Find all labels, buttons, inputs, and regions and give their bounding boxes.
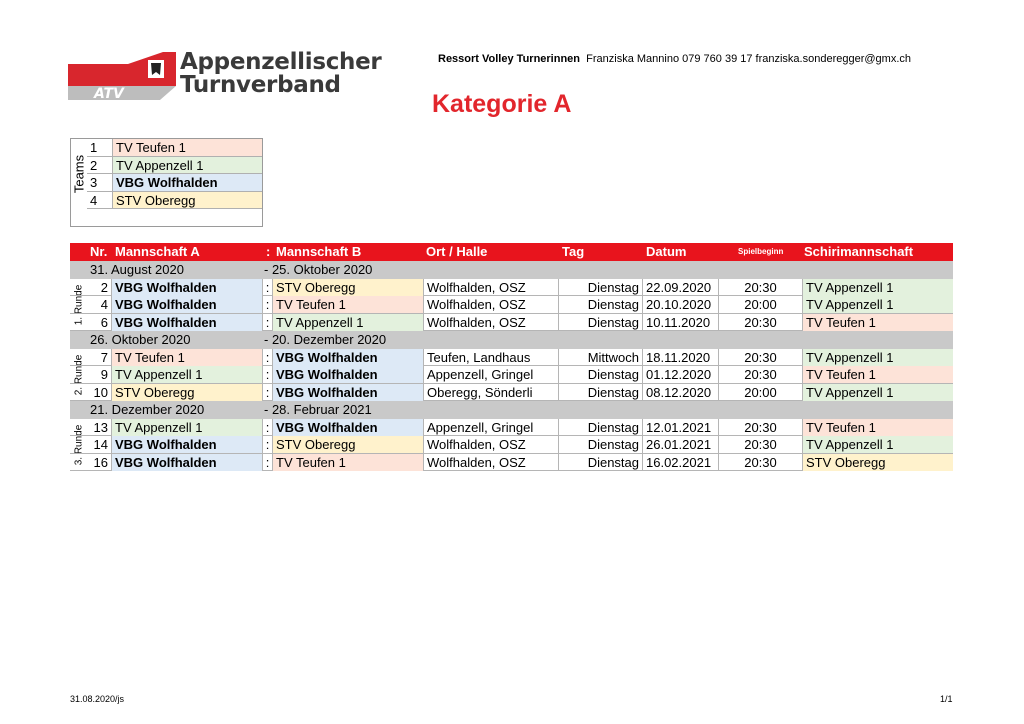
period-row [70, 261, 953, 279]
table-header [70, 243, 953, 261]
period-start: 26. Oktober 2020 [90, 332, 191, 347]
cell-datum: 26.01.2021 [642, 436, 718, 453]
cell-colon: : [262, 419, 272, 436]
period-end: - 25. Oktober 2020 [264, 262, 373, 277]
cell-schiri: TV Appenzell 1 [802, 384, 953, 401]
cell-ort: Wolfhalden, OSZ [423, 279, 558, 296]
cell-zeit: 20:30 [718, 454, 802, 471]
cell-schiri: TV Teufen 1 [802, 419, 953, 436]
cell-tag: Dienstag [558, 419, 642, 436]
game-row [70, 279, 953, 297]
header-datum: Datum [646, 244, 687, 259]
round-label: 1. Runde [73, 284, 84, 326]
period-row [70, 331, 953, 349]
cell-ort: Wolfhalden, OSZ [423, 296, 558, 313]
cell-colon: : [262, 366, 272, 383]
header-team-b: Mannschaft B [276, 244, 362, 259]
team-row [87, 139, 262, 157]
game-row [70, 349, 953, 367]
cell-a: TV Teufen 1 [111, 349, 262, 366]
cell-nr: 6 [100, 314, 108, 330]
team-name: TV Teufen 1 [113, 139, 262, 156]
header-schiri: Schirimannschaft [804, 244, 914, 259]
cell-a: TV Appenzell 1 [111, 366, 262, 383]
cell-b: STV Oberegg [272, 279, 423, 296]
cell-a: TV Appenzell 1 [111, 419, 262, 436]
cell-colon: : [262, 279, 272, 296]
cell-ort: Wolfhalden, OSZ [423, 314, 558, 331]
header-ort: Ort / Halle [426, 244, 488, 259]
cell-datum: 10.11.2020 [642, 314, 718, 331]
footer-page: 1/1 [940, 694, 953, 704]
cell-datum: 12.01.2021 [642, 419, 718, 436]
cell-tag: Dienstag [558, 384, 642, 401]
teams-box [70, 138, 263, 227]
period-end: - 28. Februar 2021 [264, 402, 372, 417]
footer-date: 31.08.2020/js [70, 694, 125, 704]
cell-tag: Dienstag [558, 314, 642, 331]
cell-b: STV Oberegg [272, 436, 423, 453]
game-row [70, 419, 953, 437]
team-name: TV Appenzell 1 [113, 157, 262, 174]
logo-line-2: Turnverband [180, 72, 341, 98]
game-row [70, 366, 953, 384]
cell-a: VBG Wolfhalden [111, 296, 262, 313]
game-row [70, 436, 953, 454]
cell-schiri: TV Teufen 1 [802, 366, 953, 383]
period-row [70, 401, 953, 419]
cell-b: TV Teufen 1 [272, 454, 423, 471]
cell-nr: 9 [100, 367, 108, 382]
game-row [70, 454, 953, 472]
game-row [70, 296, 953, 314]
cell-b: TV Teufen 1 [272, 296, 423, 313]
teams-label: Teams [71, 154, 87, 194]
cell-a: VBG Wolfhalden [111, 314, 262, 331]
cell-datum: 08.12.2020 [642, 384, 718, 401]
cell-ort: Wolfhalden, OSZ [423, 436, 558, 453]
cell-ort: Wolfhalden, OSZ [423, 454, 558, 471]
cell-b: VBG Wolfhalden [272, 419, 423, 436]
period-start: 31. August 2020 [90, 262, 184, 277]
team-row [87, 174, 262, 192]
period-end: - 20. Dezember 2020 [264, 332, 387, 347]
cell-nr: 10 [93, 384, 108, 400]
cell-nr: 16 [93, 454, 108, 470]
cell-a: STV Oberegg [111, 384, 262, 401]
round-label: 3. Runde [73, 424, 84, 466]
cell-schiri: TV Appenzell 1 [802, 279, 953, 296]
cell-schiri: TV Appenzell 1 [802, 436, 953, 453]
cell-colon: : [262, 454, 272, 471]
cell-b: TV Appenzell 1 [272, 314, 423, 331]
cell-datum: 01.12.2020 [642, 366, 718, 383]
header-colon: : [266, 244, 271, 259]
header-tag: Tag [562, 243, 642, 262]
team-row [87, 157, 262, 175]
cell-a: VBG Wolfhalden [111, 279, 262, 296]
cell-ort: Appenzell, Gringel [423, 419, 558, 436]
cell-tag: Dienstag [558, 366, 642, 383]
cell-colon: : [262, 296, 272, 313]
cell-datum: 18.11.2020 [642, 349, 718, 366]
cell-tag: Dienstag [558, 296, 642, 313]
cell-colon: : [262, 436, 272, 453]
cell-datum: 16.02.2021 [642, 454, 718, 471]
svg-text:ATV: ATV [94, 86, 124, 102]
cell-colon: : [262, 384, 272, 401]
cell-ort: Appenzell, Gringel [423, 366, 558, 383]
team-row-empty [87, 209, 262, 227]
cell-tag: Dienstag [558, 454, 642, 471]
round-label: 2. Runde [73, 354, 84, 396]
cell-zeit: 20:30 [718, 349, 802, 366]
header-team-a: Mannschaft A [115, 244, 200, 259]
cell-nr: 14 [93, 437, 108, 452]
contact-line [438, 53, 911, 65]
cell-tag: Dienstag [558, 436, 642, 453]
cell-schiri: TV Teufen 1 [802, 314, 953, 331]
cell-zeit: 20:30 [718, 314, 802, 331]
team-row [87, 192, 262, 210]
game-row [70, 314, 953, 332]
atv-logo-mark [68, 52, 178, 104]
cell-zeit: 20:30 [718, 436, 802, 453]
cell-schiri: TV Appenzell 1 [802, 349, 953, 366]
team-name: STV Oberegg [113, 192, 262, 209]
ressort-name: Ressort Volley Turnerinnen [438, 53, 581, 65]
team-number: 2 [87, 157, 113, 174]
cell-schiri: STV Oberegg [802, 454, 953, 471]
cell-zeit: 20:00 [718, 384, 802, 401]
team-number: 3 [87, 174, 113, 191]
game-row [70, 384, 953, 402]
page-title: Kategorie A [432, 90, 572, 118]
cell-a: VBG Wolfhalden [111, 436, 262, 453]
cell-tag: Dienstag [558, 279, 642, 296]
logo-wordmark [180, 51, 381, 97]
cell-nr: 13 [93, 419, 108, 435]
header-nr: Nr. [90, 244, 108, 259]
cell-a: VBG Wolfhalden [111, 454, 262, 471]
cell-nr: 2 [100, 279, 108, 295]
cell-colon: : [262, 349, 272, 366]
cell-tag: Mittwoch [558, 349, 642, 366]
team-number: 1 [87, 139, 113, 156]
cell-ort: Oberegg, Sönderli [423, 384, 558, 401]
team-number: 4 [87, 192, 113, 209]
cell-zeit: 20:30 [718, 279, 802, 296]
team-name: VBG Wolfhalden [113, 174, 262, 191]
cell-zeit: 20:30 [718, 419, 802, 436]
cell-zeit: 20:00 [718, 296, 802, 313]
cell-ort: Teufen, Landhaus [423, 349, 558, 366]
period-start: 21. Dezember 2020 [90, 402, 205, 417]
cell-zeit: 20:30 [718, 366, 802, 383]
logo-line-1: Appenzellischer [180, 49, 382, 75]
cell-colon: : [262, 314, 272, 331]
header-spielbeginn: Spielbeginn [738, 247, 784, 256]
cell-nr: 4 [100, 297, 108, 312]
cell-b: VBG Wolfhalden [272, 384, 423, 401]
cell-schiri: TV Appenzell 1 [802, 296, 953, 313]
cell-datum: 20.10.2020 [642, 296, 718, 313]
cell-b: VBG Wolfhalden [272, 366, 423, 383]
cell-b: VBG Wolfhalden [272, 349, 423, 366]
cell-datum: 22.09.2020 [642, 279, 718, 296]
cell-nr: 7 [100, 349, 108, 365]
contact-details: Franziska Mannino 079 760 39 17 franziska.sonderegger@gmx.ch [586, 53, 911, 65]
